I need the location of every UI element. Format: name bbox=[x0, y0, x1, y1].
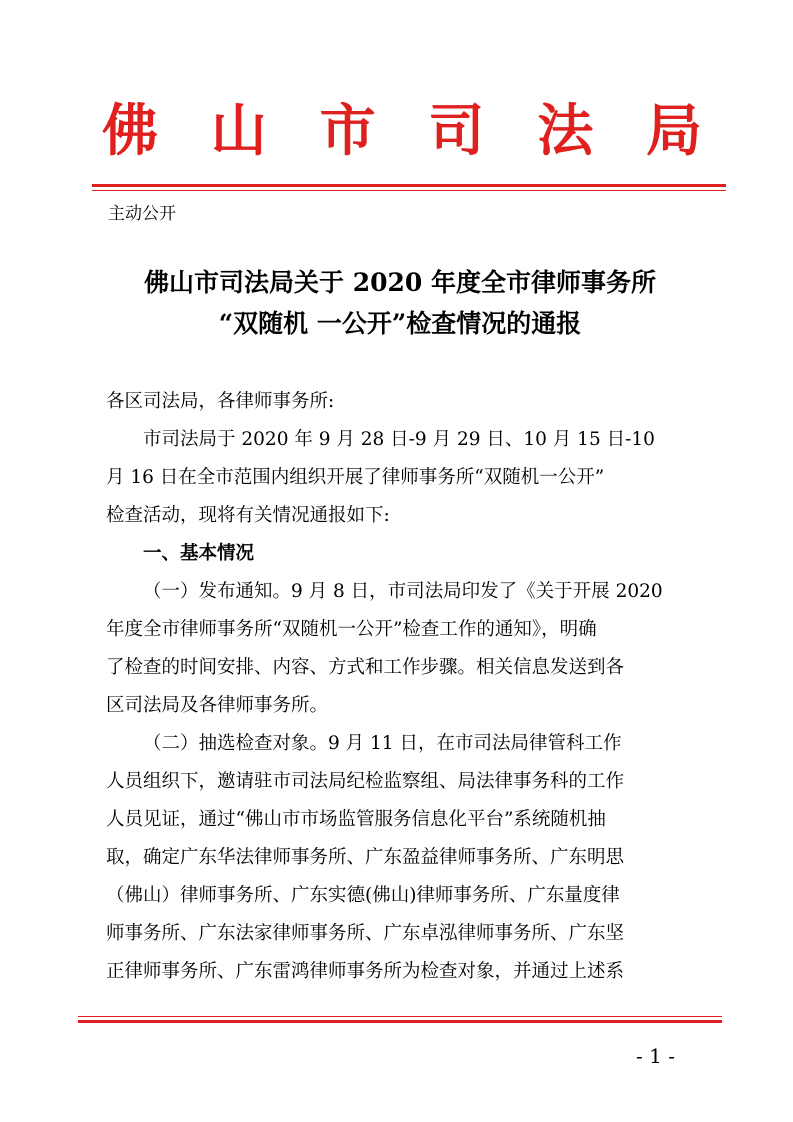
document-body bbox=[106, 383, 696, 991]
intro-line: 市司法局于 2020 年 9 月 28 日-9 月 29 日、10 月 15 日-10 bbox=[143, 429, 655, 450]
issuing-authority-header bbox=[102, 96, 702, 166]
intro-line: 检查活动，现将有关情况通报如下: bbox=[106, 505, 390, 526]
paragraph-line: 取，确定广东华法律师事务所、广东盈益律师事务所、广东明思 bbox=[106, 847, 625, 868]
footer-divider-thick bbox=[78, 1020, 722, 1023]
paragraph-line: 区司法局及各律师事务所。 bbox=[106, 695, 329, 716]
section-heading: 一、基本情况 bbox=[143, 543, 255, 564]
header-char: 法 bbox=[537, 98, 594, 164]
document-title-line-1: 佛山市司法局关于 2020 年度全市律师事务所 bbox=[144, 268, 656, 297]
paragraph-line: 正律师事务所、广东雷鸿律师事务所为检查对象，并通过上述系 bbox=[106, 961, 625, 982]
header-divider-thin bbox=[92, 190, 726, 191]
paragraph-line: （佛山）律师事务所、广东实德(佛山)律师事务所、广东量度律 bbox=[106, 885, 620, 906]
footer-divider-thin bbox=[78, 1016, 722, 1017]
header-char: 司 bbox=[428, 98, 485, 164]
disclosure-label: 主动公开 bbox=[108, 204, 176, 224]
page-number: - 1 - bbox=[636, 1044, 675, 1068]
paragraph-line: 人员见证，通过“佛山市市场监管服务信息化平台”系统随机抽 bbox=[106, 809, 606, 830]
header-char: 局 bbox=[645, 98, 702, 164]
paragraph-line: （一）发布通知。9 月 8 日，市司法局印发了《关于开展 2020 bbox=[143, 581, 663, 602]
intro-line: 月 16 日在全市范围内组织开展了律师事务所“双随机一公开” bbox=[106, 467, 605, 488]
header-char: 市 bbox=[319, 98, 376, 164]
header-divider-thick bbox=[92, 184, 726, 187]
paragraph-line: 师事务所、广东法家律师事务所、广东卓泓律师事务所、广东坚 bbox=[106, 923, 625, 944]
paragraph-line: 了检查的时间安排、内容、方式和工作步骤。相关信息发送到各 bbox=[106, 657, 625, 678]
header-char: 佛 bbox=[102, 98, 158, 164]
paragraph-line: 人员组织下，邀请驻市司法局纪检监察组、局法律事务科的工作 bbox=[106, 771, 625, 792]
document-title-line-2: “双随机 一公开”检查情况的通报 bbox=[218, 309, 582, 338]
salutation: 各区司法局，各律师事务所: bbox=[106, 391, 335, 412]
paragraph-line: 年度全市律师事务所“双随机一公开”检查工作的通知》，明确 bbox=[106, 619, 597, 640]
paragraph-line: （二）抽选检查对象。9 月 11 日，在市司法局律管科工作 bbox=[143, 733, 622, 754]
header-char: 山 bbox=[210, 98, 267, 164]
